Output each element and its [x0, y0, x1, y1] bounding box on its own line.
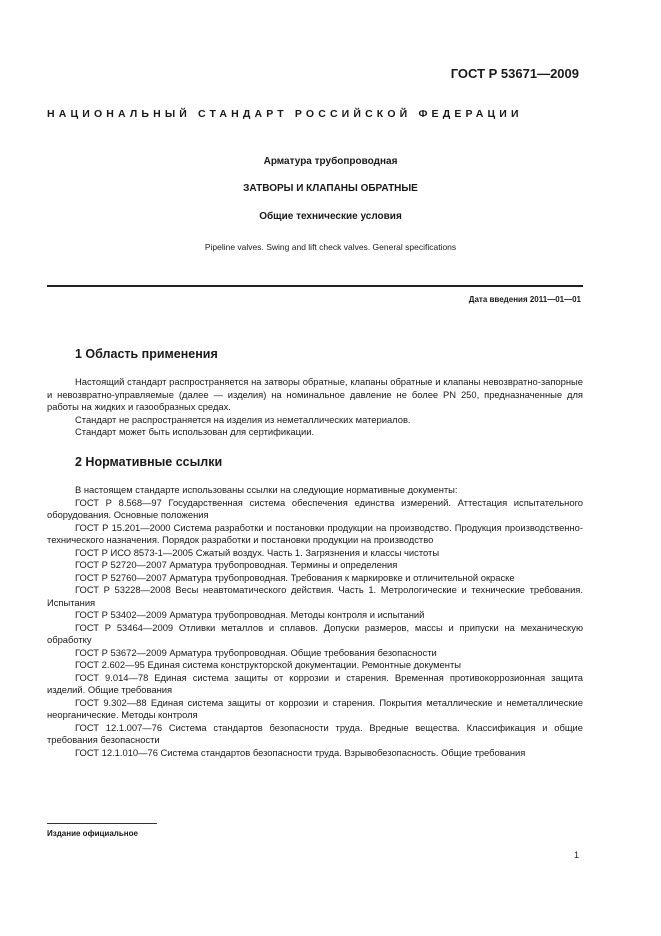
header-rule [47, 285, 583, 287]
reference-item: ГОСТ Р 8.568—97 Государственная система обеспечения единства измерений. Аттестация испытательного оборудования. Основные положения [47, 496, 583, 520]
reference-item: ГОСТ Р 53228—2008 Весы неавтоматического действия. Часть 1. Метрологические и технические требования. Испытания [47, 584, 583, 608]
introduction-date: Дата введения 2011—01—01 [468, 295, 581, 304]
reference-item: ГОСТ Р 52720—2007 Арматура трубопроводная. Термины и определения [75, 559, 398, 570]
section-1-heading: 1 Область применения [75, 347, 218, 361]
section-2-body [47, 484, 583, 759]
paragraph: В настоящем стандарте использованы ссылки на следующие нормативные документы: [75, 484, 458, 495]
section-1-body [47, 376, 583, 439]
reference-item: ГОСТ Р 53672—2009 Арматура трубопроводная. Общие требования безопасности [75, 646, 437, 658]
reference-item: ГОСТ 9.302—88 Единая система защиты от коррозии и старения. Покрытия металлические и неметаллические неорганические. Методы контроля [47, 696, 583, 720]
edition-note: Издание официальное [47, 829, 138, 838]
page-number: 1 [573, 850, 579, 860]
title-main: ЗАТВОРЫ И КЛАПАНЫ ОБРАТНЫЕ [243, 183, 418, 194]
paragraph: Настоящий стандарт распространяется на затворы обратные, клапаны обратные и клапаны невозвратно-запорные и невозвратно-управляемые (далее — изделия) на номинальное давление не более PN 250, предназначенные для работы на жидких и газообразных средах. [47, 376, 583, 412]
national-standard-banner: НАЦИОНАЛЬНЫЙ СТАНДАРТ РОССИЙСКОЙ ФЕДЕРАЦИИ [47, 108, 523, 120]
reference-item: ГОСТ Р 53464—2009 Отливки металлов и сплавов. Допуски размеров, массы и припуски на механическую обработку [47, 621, 583, 645]
reference-item: ГОСТ Р 53402—2009 Арматура трубопроводная. Методы контроля и испытаний [75, 609, 425, 620]
section-2-heading: 2 Нормативные ссылки [75, 455, 223, 469]
title-subject: Арматура трубопроводная [263, 156, 398, 167]
reference-item: ГОСТ 9.014—78 Единая система защиты от коррозии и старения. Временная противокоррозионная защита изделий. Общие требования [47, 671, 583, 695]
reference-item: ГОСТ Р 52760—2007 Арматура трубопроводная. Требования к маркировке и отличительной окраске [75, 571, 515, 583]
paragraph: Стандарт может быть использован для сертификации. [75, 426, 315, 437]
title-english: Pipeline valves. Swing and lift check valves. General specifications [204, 242, 457, 252]
paragraph: Стандарт не распространяется на изделия из неметаллических материалов. [75, 413, 411, 425]
document-code: ГОСТ Р 53671—2009 [450, 66, 579, 81]
footer-rule [47, 823, 157, 824]
reference-item: ГОСТ 12.1.010—76 Система стандартов безопасности труда. Взрывобезопасность. Общие требования [75, 746, 526, 758]
reference-item: ГОСТ Р 15.201—2000 Система разработки и постановки продукции на производство. Продукция производственно-технического назначения. Порядок разработки и постановки продукции на производство [47, 521, 583, 545]
reference-item: ГОСТ Р ИСО 8573-1—2005 Сжатый воздух. Часть 1. Загрязнения и классы чистоты [75, 546, 440, 558]
reference-item: ГОСТ 12.1.007—76 Система стандартов безопасности труда. Вредные вещества. Классификация и общие требования безопасности [47, 721, 583, 745]
title-subtitle: Общие технические условия [259, 211, 402, 222]
reference-item: ГОСТ 2.602—95 Единая система конструкторской документации. Ремонтные документы [75, 659, 461, 670]
